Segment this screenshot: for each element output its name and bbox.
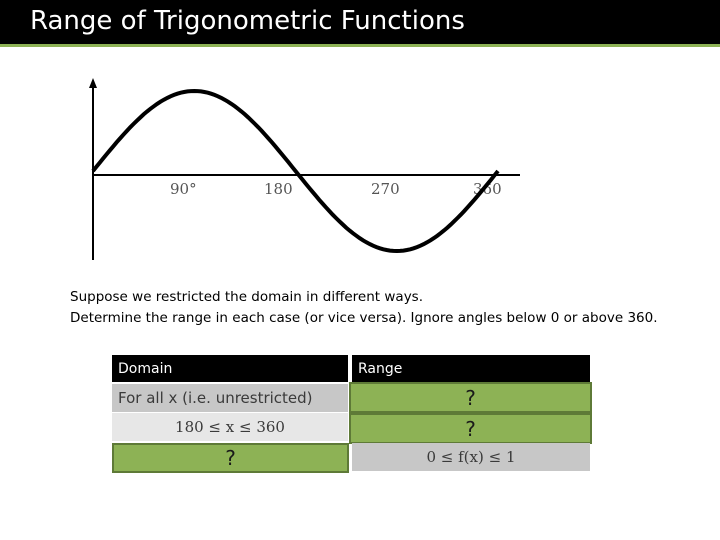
question-mark: ? [465,385,476,410]
domain-cell [112,384,348,412]
x-tick-label: 90° [170,180,197,198]
sine-graph [80,70,520,265]
x-tick-label: 360 [473,180,502,198]
question-mark: ? [225,446,236,470]
range-answer-box[interactable] [349,413,592,444]
domain-text: For all x (i.e. unrestricted) [118,389,313,407]
domain-cell [112,413,348,441]
range-answer-box[interactable] [349,382,592,413]
domain-answer-box[interactable] [112,443,349,473]
instruction-line: Suppose we restricted the domain in different ways. [70,289,424,305]
x-tick-label: 180 [264,180,293,198]
domain-header: Domain [112,355,348,382]
slide-title: Range of Trigonometric Functions [30,6,465,36]
domain-text: 180 ≤ x ≤ 360 [175,418,285,436]
x-tick-label: 270 [371,180,400,198]
range-cell [352,443,590,471]
sine-curve [93,91,498,251]
y-axis-arrow [89,78,97,88]
range-text: 0 ≤ f(x) ≤ 1 [426,448,516,466]
instruction-line: Determine the range in each case (or vice versa). Ignore angles below 0 or above 360. [70,310,658,326]
title-bar [0,0,720,47]
instructions [70,287,710,329]
question-mark: ? [465,416,476,441]
range-header: Range [352,355,590,382]
